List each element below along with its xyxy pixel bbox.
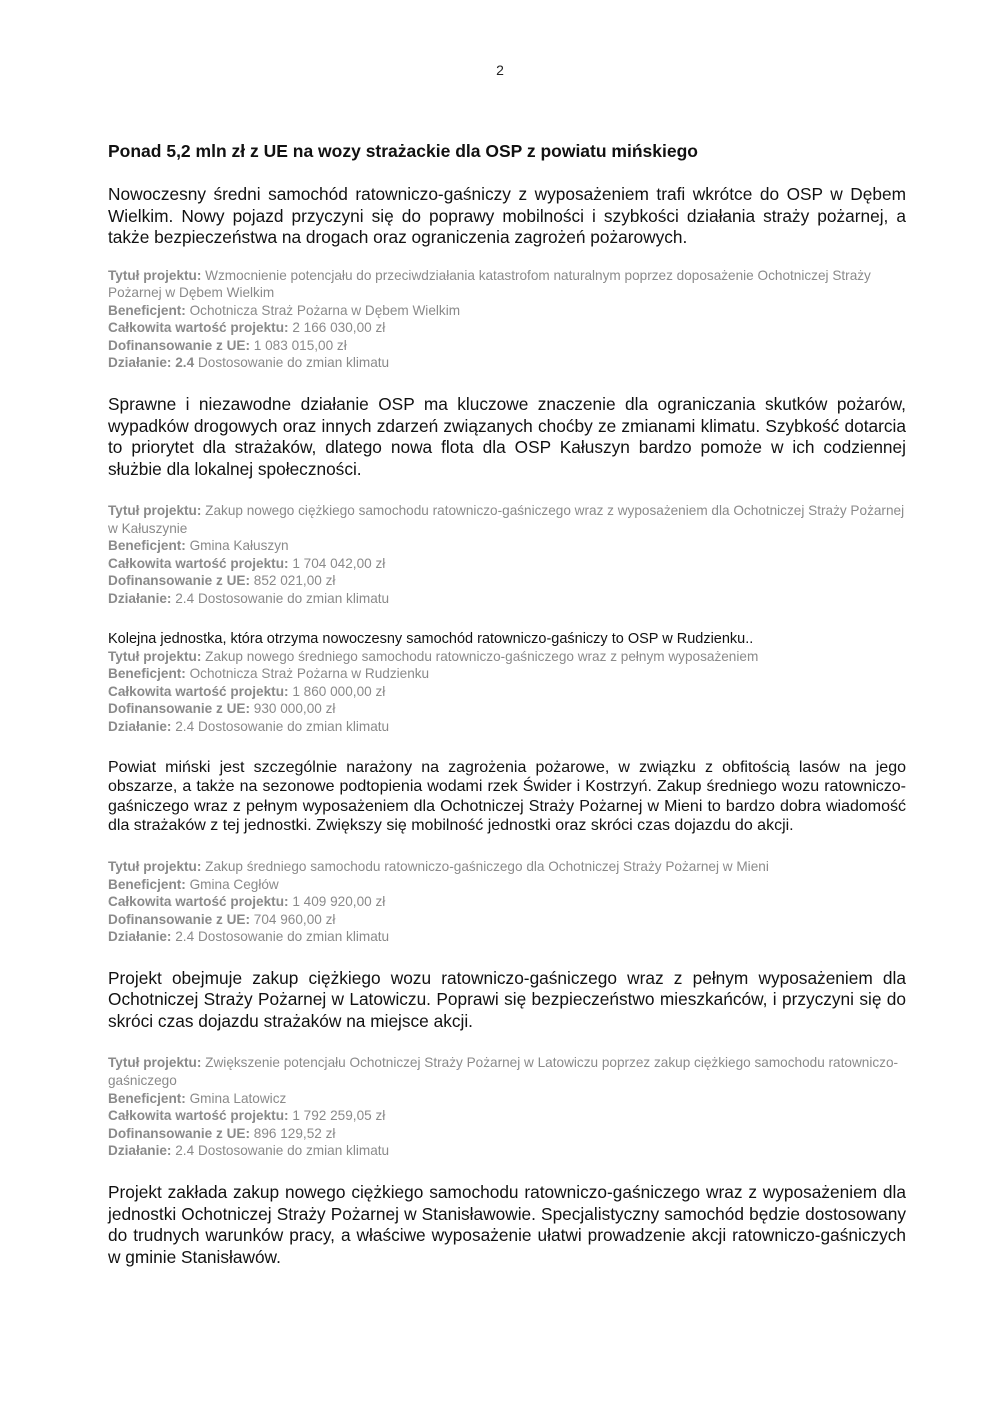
label-eu: Dofinansowanie z UE: — [108, 1125, 250, 1141]
label-action: Działanie: — [108, 929, 172, 945]
label-title: Tytuł projektu: — [108, 648, 202, 664]
project-action: Dostosowanie do zmian klimatu — [197, 719, 390, 734]
project-action-number: 2.4 — [175, 719, 195, 734]
paragraph-stanislawow: Projekt zakłada zakup nowego ciężkiego samochodu ratowniczo-gaśniczego wraz z wyposażeniem dla jednostki Ochotniczej Straży Pożarnej w Stanisławowie. Specjalistyczny samochód będzie dostosowany do trudnych warunków pracy, a właściwe wyposażenie ułatwi prowadzenie akcji ratowniczo-gaśniczych w gminie Stanisławów. — [108, 1182, 906, 1267]
project-card-mienia — [108, 858, 906, 946]
paragraph-kaluszyn: Sprawne i niezawodne działanie OSP ma kluczowe znaczenie dla ograniczania skutków pożarów, wypadków drogowych oraz innych zdarzeń związanych choćby ze zmianami klimatu. Szybkość dotarcia to priorytet dla strażaków, dlatego nowa flota dla OSP Kałuszyn bardzo pomoże w ich codziennej służbie dla lokalnej społeczności. — [108, 394, 906, 479]
project-action: Dostosowanie do zmian klimatu — [197, 1143, 390, 1159]
project-action-number: 2.4 — [175, 355, 195, 371]
paragraph-mienia: Powiat miński jest szczególnie narażony na zagrożenia pożarowe, w związku z obfitością lasów na jego obszarze, a także na sezonowe podtopienia wodami rzek Świder i Kostrzyń. Zakup średniego wozu ratowniczo-gaśniczego wraz z pełnym wyposażeniem dla Ochotniczej Straży Pożarnej w Mieni to bardzo dobra wiadomość dla strażaków z tej jednostki. Zwiększy się mobilność jednostki oraz skróci czas dojazdu do akcji. — [108, 758, 906, 835]
label-total: Całkowita wartość projektu: — [108, 683, 289, 699]
project-total: 2 166 030,00 zł — [292, 320, 386, 336]
label-action: Działanie: — [108, 591, 172, 607]
project-beneficiary: Ochotnicza Straż Pożarna w Rudzienku — [189, 666, 430, 682]
label-total: Całkowita wartość projektu: — [108, 894, 289, 910]
project-action-number: 2.4 — [175, 1143, 195, 1159]
project-action-number: 2.4 — [175, 929, 195, 945]
project-beneficiary: Gmina Cegłów — [189, 876, 279, 892]
project-card-kaluszyn — [108, 502, 906, 608]
label-title: Tytuł projektu: — [108, 1055, 202, 1071]
label-beneficiary: Beneficjent: — [108, 666, 186, 682]
label-beneficiary: Beneficjent: — [108, 302, 186, 318]
project-action: Dostosowanie do zmian klimatu — [197, 591, 390, 607]
paragraph-latowicz: Projekt obejmuje zakup ciężkiego wozu ratowniczo-gaśniczego wraz z pełnym wyposażeniem dla Ochotniczej Straży Pożarnej w Latowiczu. Poprawi się bezpieczeństwo mieszkańców, i przyczyni się do skróci czas dojazdu strażaków na miejsce akcji. — [108, 967, 906, 1031]
project-eu: 1 083 015,00 zł — [253, 337, 347, 353]
project-card-debe-wielkie — [108, 267, 906, 373]
label-total: Całkowita wartość projektu: — [108, 555, 289, 571]
paragraph-rudzienko: Kolejna jednostka, która otrzyma nowoczesny samochód ratowniczo-gaśniczy to OSP w Rudzienku.. — [108, 630, 754, 647]
label-eu: Dofinansowanie z UE: — [108, 911, 250, 927]
label-total: Całkowita wartość projektu: — [108, 320, 289, 336]
label-title: Tytuł projektu: — [108, 503, 202, 519]
label-eu: Dofinansowanie z UE: — [108, 701, 250, 717]
project-title: Zakup nowego ciężkiego samochodu ratowniczo-gaśniczego wraz z wyposażeniem dla Ochotniczej Straży Pożarnej w Kałuszynie — [108, 503, 905, 536]
label-eu: Dofinansowanie z UE: — [108, 573, 250, 589]
project-eu: 930 000,00 zł — [253, 701, 336, 717]
project-title: Zakup nowego średniego samochodu ratowniczo-gaśniczego wraz z pełnym wyposażeniem — [205, 648, 759, 664]
project-title: Zwiększenie potencjału Ochotniczej Straży Pożarnej w Latowiczu poprzez zakup ciężkiego samochodu ratowniczo-gaśniczego — [108, 1055, 899, 1089]
project-title: Wzmocnienie potencjału do przeciwdziałania katastrofom naturalnym poprzez doposażenie Ochotniczej Straży Pożarnej w Dębem Wielkim — [108, 267, 871, 301]
project-action: Dostosowanie do zmian klimatu — [197, 355, 390, 371]
label-title: Tytuł projektu: — [108, 858, 202, 874]
label-action: Działanie: — [108, 1143, 172, 1159]
intro-paragraph-debe-wielkie: Nowoczesny średni samochód ratowniczo-gaśniczy z wyposażeniem trafi wkrótce do OSP w Dębem Wielkim. Nowy pojazd przyczyni się do poprawy mobilności i szybkości działania straży pożarnej, a także bezpieczeństwa na drogach oraz ograniczenia zagrożeń pożarowych. — [108, 184, 906, 247]
article-body — [108, 140, 906, 1268]
project-total: 1 409 920,00 zł — [292, 894, 386, 910]
project-eu: 896 129,52 zł — [253, 1125, 336, 1141]
label-action: Działanie: — [108, 355, 172, 371]
project-title: Zakup średniego samochodu ratowniczo-gaśniczego dla Ochotniczej Straży Pożarnej w Mieni — [205, 858, 769, 874]
label-eu: Dofinansowanie z UE: — [108, 337, 250, 353]
label-title: Tytuł projektu: — [108, 267, 202, 283]
article-headline: Ponad 5,2 mln zł z UE na wozy strażackie dla OSP z powiatu mińskiego — [108, 141, 698, 161]
project-card-rudzienko — [108, 648, 906, 736]
label-beneficiary: Beneficjent: — [108, 1090, 186, 1106]
label-total: Całkowita wartość projektu: — [108, 1108, 289, 1124]
project-beneficiary: Gmina Latowicz — [189, 1090, 287, 1106]
project-card-latowicz — [108, 1054, 906, 1160]
project-eu: 852 021,00 zł — [253, 573, 336, 589]
project-total: 1 860 000,00 zł — [292, 683, 386, 699]
label-action: Działanie: — [108, 719, 172, 734]
project-total: 1 704 042,00 zł — [292, 555, 386, 571]
label-beneficiary: Beneficjent: — [108, 876, 186, 892]
project-eu: 704 960,00 zł — [253, 911, 336, 927]
label-beneficiary: Beneficjent: — [108, 538, 186, 554]
project-beneficiary: Gmina Kałuszyn — [189, 538, 289, 554]
project-total: 1 792 259,05 zł — [292, 1108, 386, 1124]
page-number: 2 — [496, 62, 504, 78]
project-beneficiary: Ochotnicza Straż Pożarna w Dębem Wielkim — [189, 302, 461, 318]
project-action: Dostosowanie do zmian klimatu — [197, 929, 390, 945]
project-action-number: 2.4 — [175, 591, 195, 607]
